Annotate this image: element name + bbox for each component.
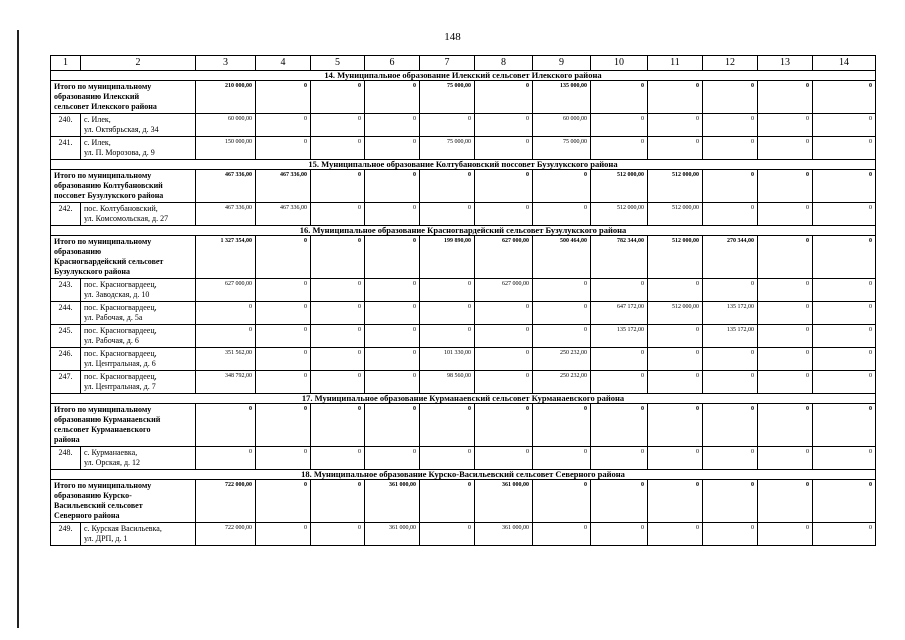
total-label-line: образованию Курманаевский	[54, 415, 161, 424]
total-value-cell: 0	[256, 81, 311, 114]
value-cell: 0	[703, 114, 758, 137]
column-header: 10	[591, 56, 648, 71]
value-cell: 0	[311, 302, 365, 325]
total-value-cell: 0	[813, 236, 876, 279]
table-row	[51, 371, 876, 394]
total-value-cell: 0	[648, 404, 703, 447]
section-title-row	[51, 71, 876, 81]
total-value-cell: 199 890,00	[420, 236, 475, 279]
value-cell: 348 792,00	[196, 371, 256, 394]
address-cell	[81, 523, 196, 546]
value-cell: 0	[256, 302, 311, 325]
value-cell: 0	[420, 523, 475, 546]
address-line: пос. Красногвардеец,	[84, 372, 157, 381]
total-label-line: Итого по муниципальному	[54, 171, 152, 180]
value-cell: 0	[591, 137, 648, 160]
address-cell	[81, 137, 196, 160]
address-line: с. Курская Васильевка,	[84, 524, 162, 533]
value-cell: 0	[420, 279, 475, 302]
total-value-cell: 0	[311, 170, 365, 203]
total-label-line: Итого по муниципальному	[54, 237, 152, 246]
value-cell: 0	[813, 523, 876, 546]
total-value-cell: 782 344,00	[591, 236, 648, 279]
total-value-cell: 0	[475, 81, 533, 114]
total-value-cell: 512 000,00	[591, 170, 648, 203]
total-value-cell: 0	[533, 480, 591, 523]
total-value-cell: 0	[758, 480, 813, 523]
address-line: пос. Красногвардеец,	[84, 326, 157, 335]
total-value-cell: 467 336,00	[256, 170, 311, 203]
value-cell: 722 000,00	[196, 523, 256, 546]
table-row	[51, 114, 876, 137]
column-header: 4	[256, 56, 311, 71]
address-line: пос. Колтубановский,	[84, 204, 158, 213]
address-cell	[81, 325, 196, 348]
value-cell: 0	[311, 523, 365, 546]
column-header: 5	[311, 56, 365, 71]
total-value-cell: 722 000,00	[196, 480, 256, 523]
value-cell: 627 000,00	[196, 279, 256, 302]
value-cell: 0	[533, 447, 591, 470]
budget-table	[50, 55, 876, 546]
table-row	[51, 447, 876, 470]
total-value-cell: 0	[648, 81, 703, 114]
value-cell: 0	[703, 447, 758, 470]
column-header: 1	[51, 56, 81, 71]
value-cell: 0	[311, 279, 365, 302]
total-value-cell: 0	[475, 404, 533, 447]
address-cell	[81, 302, 196, 325]
row-number: 246.	[51, 348, 81, 371]
value-cell: 0	[365, 371, 420, 394]
total-value-cell: 0	[591, 81, 648, 114]
section-title-row	[51, 394, 876, 404]
value-cell: 0	[648, 371, 703, 394]
value-cell: 0	[311, 137, 365, 160]
total-value-cell: 1 327 354,00	[196, 236, 256, 279]
section-title-row	[51, 226, 876, 236]
value-cell: 0	[420, 302, 475, 325]
value-cell: 0	[365, 137, 420, 160]
value-cell: 0	[196, 302, 256, 325]
total-value-cell: 0	[758, 81, 813, 114]
total-value-cell: 361 000,00	[365, 480, 420, 523]
total-value-cell: 0	[703, 81, 758, 114]
value-cell: 512 000,00	[648, 203, 703, 226]
row-number: 249.	[51, 523, 81, 546]
value-cell: 0	[475, 137, 533, 160]
value-cell: 0	[813, 302, 876, 325]
total-value-cell: 0	[365, 170, 420, 203]
value-cell: 0	[591, 348, 648, 371]
total-row	[51, 81, 876, 114]
section-title: 16. Муниципальное образование Красногвардейский сельсовет Бузулукского района	[51, 226, 876, 236]
total-value-cell: 0	[591, 480, 648, 523]
value-cell: 0	[365, 325, 420, 348]
total-value-cell: 512 000,00	[648, 236, 703, 279]
address-line: пос. Красногвардеец,	[84, 303, 157, 312]
address-cell	[81, 114, 196, 137]
total-value-cell: 0	[311, 404, 365, 447]
value-cell: 0	[758, 447, 813, 470]
address-line: ул. ДРП, д. 1	[84, 534, 128, 543]
column-header: 12	[703, 56, 758, 71]
table-row	[51, 348, 876, 371]
value-cell: 0	[311, 325, 365, 348]
address-line: ул. Заводская, д. 10	[84, 290, 150, 299]
total-value-cell: 0	[533, 170, 591, 203]
value-cell: 0	[813, 447, 876, 470]
value-cell: 0	[758, 137, 813, 160]
value-cell: 0	[813, 279, 876, 302]
total-label	[51, 480, 196, 523]
value-cell: 0	[648, 114, 703, 137]
total-value-cell: 0	[420, 480, 475, 523]
value-cell: 0	[591, 114, 648, 137]
value-cell: 0	[475, 447, 533, 470]
total-value-cell: 0	[703, 404, 758, 447]
total-label	[51, 236, 196, 279]
address-line: пос. Красногвардеец,	[84, 349, 157, 358]
value-cell: 0	[758, 203, 813, 226]
row-number: 243.	[51, 279, 81, 302]
value-cell: 0	[475, 302, 533, 325]
value-cell: 0	[311, 447, 365, 470]
total-value-cell: 0	[813, 404, 876, 447]
value-cell: 0	[475, 114, 533, 137]
address-cell	[81, 203, 196, 226]
column-header: 3	[196, 56, 256, 71]
value-cell: 361 000,00	[475, 523, 533, 546]
total-value-cell: 270 344,00	[703, 236, 758, 279]
total-value-cell: 0	[648, 480, 703, 523]
value-cell: 0	[758, 348, 813, 371]
total-value-cell: 0	[703, 170, 758, 203]
column-header: 13	[758, 56, 813, 71]
value-cell: 0	[703, 371, 758, 394]
total-value-cell: 0	[365, 404, 420, 447]
address-line: ул. Комсомольская, д. 27	[84, 214, 169, 223]
total-label-line: сельсовет Илекского района	[54, 102, 157, 111]
value-cell: 135 172,00	[591, 325, 648, 348]
value-cell: 0	[648, 523, 703, 546]
value-cell: 0	[813, 114, 876, 137]
total-value-cell: 0	[758, 170, 813, 203]
value-cell: 0	[533, 523, 591, 546]
total-value-cell: 0	[533, 404, 591, 447]
value-cell: 0	[256, 137, 311, 160]
total-label-line: Васильевский сельсовет	[54, 501, 143, 510]
address-line: ул. Рабочая, д. 5а	[84, 313, 143, 322]
page-number: 148	[444, 31, 461, 43]
section-title: 14. Муниципальное образование Илекский сельсовет Илекского района	[51, 71, 876, 81]
column-header: 11	[648, 56, 703, 71]
address-line: пос. Красногвардеец,	[84, 280, 157, 289]
total-label-line: Итого по муниципальному	[54, 405, 152, 414]
value-cell: 361 000,00	[365, 523, 420, 546]
value-cell: 0	[420, 447, 475, 470]
total-label-line: Итого по муниципальному	[54, 82, 152, 91]
address-line: с. Курманаевка,	[84, 448, 138, 457]
scan-edge-line	[17, 30, 19, 628]
section-title: 15. Муниципальное образование Колтубановский поссовет Бузулукского района	[51, 160, 876, 170]
value-cell: 75 000,00	[533, 137, 591, 160]
value-cell: 0	[256, 348, 311, 371]
value-cell: 0	[703, 137, 758, 160]
row-number: 241.	[51, 137, 81, 160]
total-label-line: образованию	[54, 247, 102, 256]
table-row	[51, 137, 876, 160]
value-cell: 0	[648, 279, 703, 302]
value-cell: 512 000,00	[648, 302, 703, 325]
total-label-line: района	[54, 435, 80, 444]
total-row	[51, 236, 876, 279]
value-cell: 0	[420, 114, 475, 137]
value-cell: 0	[533, 302, 591, 325]
value-cell: 0	[311, 371, 365, 394]
value-cell: 75 000,00	[420, 137, 475, 160]
total-value-cell: 500 464,00	[533, 236, 591, 279]
value-cell: 0	[256, 114, 311, 137]
value-cell: 135 172,00	[703, 325, 758, 348]
total-value-cell: 75 000,00	[420, 81, 475, 114]
value-cell: 0	[256, 279, 311, 302]
value-cell: 647 172,00	[591, 302, 648, 325]
value-cell: 467 336,00	[256, 203, 311, 226]
value-cell: 0	[648, 137, 703, 160]
value-cell: 0	[648, 325, 703, 348]
address-line: с. Илек,	[84, 138, 111, 147]
total-row	[51, 404, 876, 447]
total-value-cell: 0	[420, 170, 475, 203]
total-value-cell: 0	[813, 480, 876, 523]
total-value-cell: 361 000,00	[475, 480, 533, 523]
row-number: 240.	[51, 114, 81, 137]
value-cell: 0	[365, 203, 420, 226]
value-cell: 0	[256, 447, 311, 470]
column-header: 9	[533, 56, 591, 71]
value-cell: 0	[648, 348, 703, 371]
total-label-line: образованию Илекский	[54, 92, 140, 101]
total-label	[51, 81, 196, 114]
row-number: 245.	[51, 325, 81, 348]
value-cell: 0	[420, 203, 475, 226]
value-cell: 0	[475, 348, 533, 371]
total-value-cell: 0	[591, 404, 648, 447]
total-value-cell: 0	[813, 170, 876, 203]
value-cell: 0	[256, 371, 311, 394]
address-line: ул. Рабочая, д. 6	[84, 336, 139, 345]
total-value-cell: 210 000,00	[196, 81, 256, 114]
address-line: с. Илек,	[84, 115, 111, 124]
value-cell: 512 000,00	[591, 203, 648, 226]
value-cell: 0	[758, 114, 813, 137]
total-value-cell: 0	[256, 404, 311, 447]
value-cell: 0	[591, 371, 648, 394]
total-value-cell: 0	[703, 480, 758, 523]
value-cell: 0	[758, 279, 813, 302]
row-number: 242.	[51, 203, 81, 226]
column-header: 7	[420, 56, 475, 71]
value-cell: 0	[256, 325, 311, 348]
value-cell: 627 000,00	[475, 279, 533, 302]
address-line: ул. Орская, д. 12	[84, 458, 141, 467]
value-cell: 0	[475, 371, 533, 394]
total-row	[51, 170, 876, 203]
total-value-cell: 0	[311, 236, 365, 279]
total-value-cell: 0	[311, 480, 365, 523]
total-label-line: образованию Колтубановский	[54, 181, 163, 190]
total-label-line: Итого по муниципальному	[54, 481, 152, 490]
address-cell	[81, 447, 196, 470]
address-line: ул. П. Морозова, д. 9	[84, 148, 155, 157]
total-value-cell: 512 000,00	[648, 170, 703, 203]
section-title-row	[51, 160, 876, 170]
value-cell: 101 330,00	[420, 348, 475, 371]
value-cell: 0	[533, 325, 591, 348]
value-cell: 0	[475, 325, 533, 348]
total-value-cell: 0	[256, 480, 311, 523]
value-cell: 0	[591, 279, 648, 302]
total-value-cell: 0	[311, 81, 365, 114]
row-number: 248.	[51, 447, 81, 470]
address-line: ул. Центральная, д. 7	[84, 382, 156, 391]
value-cell: 0	[420, 325, 475, 348]
value-cell: 0	[758, 325, 813, 348]
value-cell: 0	[703, 203, 758, 226]
table-row	[51, 279, 876, 302]
value-cell: 0	[196, 325, 256, 348]
total-value-cell: 627 000,00	[475, 236, 533, 279]
value-cell: 250 232,00	[533, 348, 591, 371]
row-number: 247.	[51, 371, 81, 394]
value-cell: 150 000,00	[196, 137, 256, 160]
table-row	[51, 302, 876, 325]
value-cell: 0	[813, 348, 876, 371]
column-header: 2	[81, 56, 196, 71]
value-cell: 0	[311, 203, 365, 226]
total-value-cell: 0	[196, 404, 256, 447]
value-cell: 0	[533, 203, 591, 226]
total-value-cell: 0	[813, 81, 876, 114]
address-line: ул. Центральная, д. 6	[84, 359, 156, 368]
total-value-cell: 0	[365, 81, 420, 114]
value-cell: 467 336,00	[196, 203, 256, 226]
table-row	[51, 325, 876, 348]
address-cell	[81, 348, 196, 371]
total-value-cell: 0	[365, 236, 420, 279]
value-cell: 351 562,00	[196, 348, 256, 371]
value-cell: 0	[365, 348, 420, 371]
value-cell: 98 560,00	[420, 371, 475, 394]
value-cell: 60 000,00	[196, 114, 256, 137]
value-cell: 0	[703, 279, 758, 302]
total-label-line: Бузулукского района	[54, 267, 130, 276]
value-cell: 0	[475, 203, 533, 226]
value-cell: 0	[648, 447, 703, 470]
value-cell: 60 000,00	[533, 114, 591, 137]
value-cell: 0	[311, 114, 365, 137]
total-label	[51, 170, 196, 203]
value-cell: 0	[311, 348, 365, 371]
value-cell: 0	[591, 447, 648, 470]
value-cell: 0	[813, 203, 876, 226]
section-title: 17. Муниципальное образование Курманаевский сельсовет Курманаевского района	[51, 394, 876, 404]
header-row	[51, 56, 876, 71]
total-value-cell: 0	[475, 170, 533, 203]
total-row	[51, 480, 876, 523]
value-cell: 0	[813, 371, 876, 394]
address-cell	[81, 279, 196, 302]
total-value-cell: 0	[758, 236, 813, 279]
total-label-line: образованию Курско-	[54, 491, 132, 500]
total-label-line: сельсовет Курманаевского	[54, 425, 151, 434]
total-label	[51, 404, 196, 447]
value-cell: 0	[813, 137, 876, 160]
value-cell: 0	[365, 279, 420, 302]
row-number: 244.	[51, 302, 81, 325]
value-cell: 0	[813, 325, 876, 348]
value-cell: 0	[758, 523, 813, 546]
total-value-cell: 0	[420, 404, 475, 447]
address-line: ул. Октябрьская, д. 34	[84, 125, 159, 134]
total-value-cell: 0	[758, 404, 813, 447]
total-label-line: поссовет Бузулукского района	[54, 191, 164, 200]
value-cell: 0	[365, 302, 420, 325]
value-cell: 0	[591, 523, 648, 546]
value-cell: 0	[365, 447, 420, 470]
column-header: 8	[475, 56, 533, 71]
value-cell: 135 172,00	[703, 302, 758, 325]
column-header: 14	[813, 56, 876, 71]
section-title-row	[51, 470, 876, 480]
table-row	[51, 203, 876, 226]
value-cell: 0	[758, 302, 813, 325]
total-value-cell: 0	[256, 236, 311, 279]
section-title: 18. Муниципальное образование Курско-Васильевский сельсовет Северного района	[51, 470, 876, 480]
value-cell: 0	[703, 348, 758, 371]
column-header: 6	[365, 56, 420, 71]
value-cell: 0	[703, 523, 758, 546]
value-cell: 0	[365, 114, 420, 137]
value-cell: 0	[196, 447, 256, 470]
total-label-line: Северного района	[54, 511, 120, 520]
value-cell: 0	[533, 279, 591, 302]
table-row	[51, 523, 876, 546]
value-cell: 0	[758, 371, 813, 394]
total-value-cell: 135 000,00	[533, 81, 591, 114]
value-cell: 0	[256, 523, 311, 546]
total-value-cell: 467 336,00	[196, 170, 256, 203]
total-label-line: Красногвардейский сельсовет	[54, 257, 164, 266]
address-cell	[81, 371, 196, 394]
value-cell: 250 232,00	[533, 371, 591, 394]
